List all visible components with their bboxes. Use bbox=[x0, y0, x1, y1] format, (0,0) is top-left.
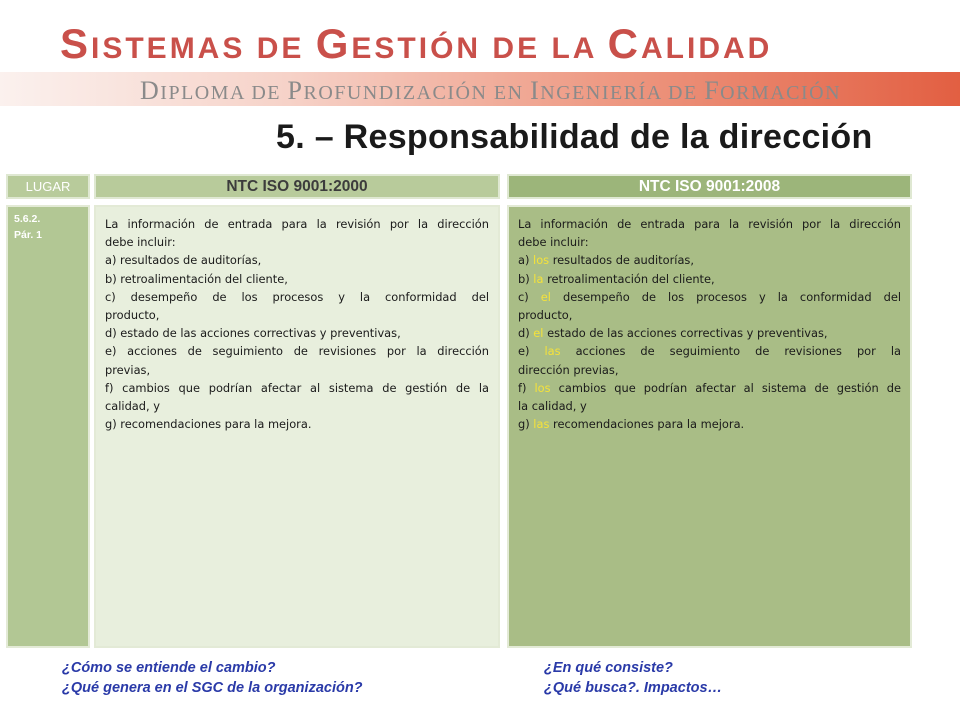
item-rest: acciones de seguimiento de revisiones por la bbox=[560, 344, 901, 359]
text-line: La información de entrada para la revisión por la dirección bbox=[518, 217, 901, 231]
question-seeks: ¿Qué busca?. Impactos… bbox=[544, 680, 723, 696]
subtitle-part: ORMACIÓN bbox=[720, 82, 842, 104]
subtitle-part: NGENIERÍA DE bbox=[540, 82, 705, 104]
text-line: debe incluir: bbox=[518, 235, 589, 250]
item-e bbox=[518, 342, 901, 360]
title-part: G bbox=[315, 20, 352, 67]
item-rest: recomendaciones para la mejora. bbox=[549, 417, 745, 432]
text-line: g) recomendaciones para la mejora. bbox=[105, 417, 312, 432]
iso-2000-panel bbox=[94, 205, 500, 648]
subtitle-part: P bbox=[287, 76, 304, 105]
text-line: previas, bbox=[105, 362, 151, 377]
item-rest: resultados de auditorías, bbox=[549, 253, 694, 268]
title-part: ESTIÓN bbox=[351, 32, 482, 65]
item-rest: estado de las acciones correctivas y preventivas, bbox=[543, 326, 828, 341]
header-iso-2008: NTC ISO 9001:2008 bbox=[507, 174, 912, 199]
item-prefix: f) bbox=[518, 380, 535, 395]
text-line: b) retroalimentación del cliente, bbox=[105, 271, 288, 286]
title-part: DE LA bbox=[481, 32, 608, 65]
highlight-word: el bbox=[533, 326, 544, 341]
item-f bbox=[518, 379, 901, 397]
header-iso-2000: NTC ISO 9001:2000 bbox=[94, 174, 500, 199]
questions-left bbox=[62, 658, 363, 698]
lugar-paragraph: Pár. 1 bbox=[14, 229, 43, 241]
item-rest: retroalimentación del cliente, bbox=[543, 271, 715, 286]
banner-title bbox=[60, 20, 920, 68]
iso-2008-text bbox=[518, 215, 901, 433]
item-prefix: b) bbox=[518, 271, 534, 286]
item-rest: desempeño de los procesos y la conformidad del bbox=[550, 289, 902, 304]
item-prefix: g) bbox=[518, 417, 534, 432]
section-title: 5. – Responsabilidad de la dirección bbox=[276, 118, 873, 156]
title-part: S bbox=[60, 20, 92, 67]
text-line: d) estado de las acciones correctivas y preventivas, bbox=[105, 326, 401, 341]
item-c bbox=[518, 288, 901, 306]
subtitle-part: F bbox=[704, 76, 721, 105]
item-prefix: e) bbox=[518, 344, 545, 359]
item-prefix: d) bbox=[518, 326, 534, 341]
iso-2000-text bbox=[105, 215, 489, 433]
item-a bbox=[518, 251, 901, 269]
highlight-word: los bbox=[533, 253, 550, 268]
iso-2008-panel bbox=[507, 205, 912, 648]
title-part: C bbox=[607, 20, 641, 67]
item-g bbox=[518, 415, 901, 433]
highlight-word: el bbox=[540, 289, 551, 304]
highlight-word: la bbox=[533, 271, 544, 286]
item-rest: cambios que podrían afectar al sistema de gestión de bbox=[550, 380, 901, 395]
title-part: ISTEMAS bbox=[91, 32, 246, 65]
text-line: la calidad, y bbox=[518, 399, 587, 414]
item-prefix: a) bbox=[518, 253, 534, 268]
banner-subtitle bbox=[140, 76, 940, 106]
subtitle-part: IPLOMA DE bbox=[160, 82, 288, 104]
item-b bbox=[518, 270, 901, 288]
lugar-panel bbox=[6, 205, 90, 648]
text-line: La información de entrada para la revisión por la dirección bbox=[105, 217, 489, 231]
item-prefix: c) bbox=[518, 289, 541, 304]
question-sgc: ¿Qué genera en el SGC de la organización? bbox=[62, 680, 363, 696]
item-d bbox=[518, 324, 901, 342]
text-line: producto, bbox=[105, 308, 160, 323]
text-line: producto, bbox=[518, 308, 573, 323]
text-line: a) resultados de auditorías, bbox=[105, 253, 262, 268]
text-line: e) acciones de seguimiento de revisiones por la dirección bbox=[105, 344, 489, 359]
header-lugar: LUGAR bbox=[6, 174, 90, 199]
text-line: c) desempeño de los procesos y la conformidad del bbox=[105, 289, 489, 304]
highlight-word: los bbox=[534, 380, 551, 395]
highlight-word: las bbox=[533, 417, 550, 432]
title-part: ALIDAD bbox=[641, 32, 773, 65]
subtitle-part: D bbox=[140, 76, 161, 105]
question-consists: ¿En qué consiste? bbox=[544, 660, 673, 676]
text-line: calidad, y bbox=[105, 399, 160, 414]
subtitle-part: I bbox=[530, 76, 541, 105]
lugar-clause: 5.6.2. bbox=[14, 213, 41, 225]
text-line: f) cambios que podrían afectar al sistema de gestión de la bbox=[105, 380, 489, 395]
text-line: dirección previas, bbox=[518, 362, 619, 377]
questions-right bbox=[544, 658, 722, 698]
title-part: DE bbox=[245, 32, 316, 65]
highlight-word: las bbox=[544, 344, 561, 359]
text-line: debe incluir: bbox=[105, 235, 176, 250]
subtitle-part: ROFUNDIZACIÓN EN bbox=[303, 82, 531, 104]
question-change: ¿Cómo se entiende el cambio? bbox=[62, 660, 276, 676]
